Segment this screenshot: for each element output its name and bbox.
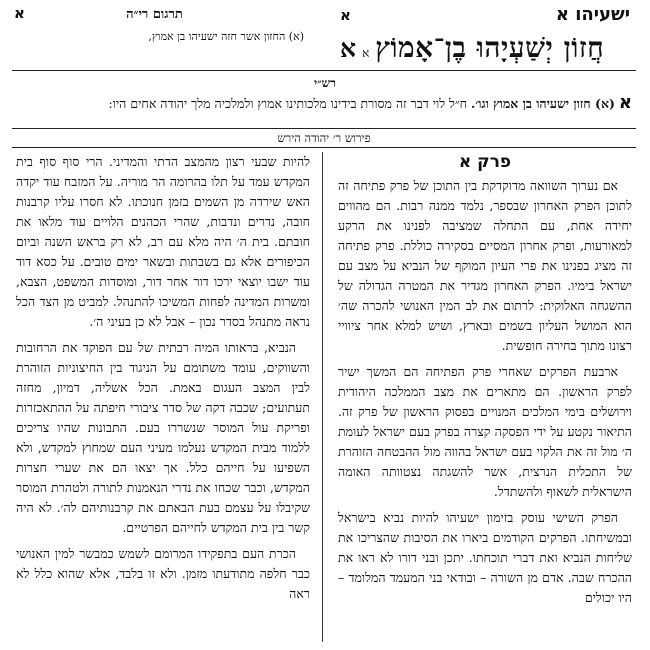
targum-header-row (14, 4, 304, 22)
rashi-body (20, 93, 632, 113)
page-number: א (340, 6, 351, 24)
paragraph: ארבעת הפרקים שאחרי פרק הפתיחה הם המשך ישיר לפרק הראשון. הם מתארים את מצב הממלכה היהודית וירושלים בימי המלכים המנויים בפסוק הראשון של פרק זה. התיאור נקטע על ידי הפסקה קצרה בפרק בעם ישראל לעומת ה׳ מול זה את הלקוי בעם ישראל בהווה מול ההבטחה הזוהרת של התכלית הנרצית, אשר להשגתה נצטוותה האומה הישראלית לשאוף ולהשתדל. (338, 364, 632, 499)
targum-page-mark: א (14, 4, 25, 22)
paragraph: הפרק השישי עוסק בזימון ישעיהו להיות נביא בישראל ובמשיחתו. הפרקים הקודמים ביארו את הסיבות שהצריכו את שליחות הנביא ואת דברי תוכחתו. יתכן ובני דורו לא ראו את ההכרח שבה. אדם מן השורה – ובודאי בני המעמד המלומד – היו יכולים (338, 510, 632, 605)
rashi-title: רש״י (313, 76, 337, 90)
paragraph: הנביא, בראותו המיה רבתית של עם הפוקד את הרחובות והשווקים, עומד משתומם על הניגוד בין החיצוניות הזוהרת לבין המצב העגום באמת. הכל אשליה, דמיון, מחזה תעתועים; שכבה דקה של סדר ציבורי חיפתה על ההתאכזרות ופריקת עול המוסר שנשררו בעם. התבונות שהיו צריכים ללמוד מבית המקדש נעלמו מעיני העם שמחוץ למקדש, ולא השפיעו על חייהם כלל. אך יצאו הם את שערי חצרות המקדש, וכבר שכחו את נדרי הנאמנות לתורה ולטהרת המוסר שקיבלו על עצמם בעת הבאתם את קרבנותיהם לה׳. לא היה קשר בין בית המקדש לחייהם הפרטיים. (16, 340, 310, 535)
commentary-right-column (338, 152, 632, 614)
chapter-heading: פרק א (458, 152, 512, 172)
targum-text: (א) החזון אשר חזה ישעיהו בן אמוץ, (148, 30, 304, 43)
verse-number-small: א (362, 46, 370, 60)
commentary-title: פירוש ר׳ יהודה הירש (12, 128, 636, 148)
paragraph: אם נערוך השוואה מדוקדקת בין התוכן של פרק פתיחה זה לתוכן הפרק האחרון שבספר, נלמד ממנה רבות. הם מהווים יחידה אחת, עם התחלה שמציבה לפנינו את הרקע למאורעות, ופרק אחרון המסיים בסקירה כוללת. פרק פתיחה זה מציג בפנינו את פרי העיון המוקף של הנביא על מצב עם ישראל בימיו. הפרק האחרון מגדיר את המטרה הגדולה של ההשגחה האלוקית: לרתום את לב המין האנושי להכרה שה׳ הוא המושל העליון בשמים ובארץ, ושיש למלא אחר ציוויי רצונו מתוך בחירה חופשית. (338, 178, 632, 353)
book-title: ישעיהו א (555, 4, 630, 25)
rashi-text: ח״ל לוי דבר זה מסורת בידינו מלכותינו אמוץ ולמלכיה מלך יהודה אחים היו: (108, 96, 468, 111)
verse-number-big: א (340, 34, 357, 63)
header-row (340, 4, 630, 25)
targum-block (14, 4, 304, 64)
rashi-aleph: א (618, 92, 632, 113)
paragraph: להיות שבעי רצון מהמצב הדתי והמדיני. הרי סוף סוף בית המקדש עמד על תלו בהרומה הר מוריה. על המזבח עוד יקדה האש שירדה מן השמים בזמן חנוכתו. לא חסרו עליו קרבנות חובה, נדרים ונדבות, שהרי הכהנים הלויים עוד מלאו את חובתם. בית ה׳ היה מלא עם רב, לא רק בראש השנה וביום הכיפורים אלא גם בשבתות ובשאר ימים טובים. על כסא דוד עוד ישבו יוצאי ירכו דור אחר דור, ומוסדות המשפט, הצבא, ומשרות המדינה לפחות המשיכו להתנהל. למביט מן הצד הכל נראה מתנהל בסדר נכון – אבל לא כן בעיני ה׳. (16, 154, 310, 329)
verse-row (340, 31, 630, 65)
header-verse-block (340, 4, 630, 62)
rashi-lemma: (א) חזון ישעיהו בן אמוץ וגו׳. (471, 96, 615, 111)
paragraph: הכרת העם בתפקידו המרומם לשמש כמבשר למין האנושי כבר חלפה מתודעתו מזמן. ולא זו בלבד, אלא שהוא כלל לא ראה (16, 546, 310, 601)
verse-text: חֲזוֹן יְשַׁעְיָהוּ בֶן־אָמוֹץ (375, 31, 605, 64)
targum-title: תרגום רי״ה (126, 7, 183, 22)
header-divider (12, 70, 636, 71)
commentary-left-column (16, 152, 310, 610)
column-separator (322, 152, 323, 642)
